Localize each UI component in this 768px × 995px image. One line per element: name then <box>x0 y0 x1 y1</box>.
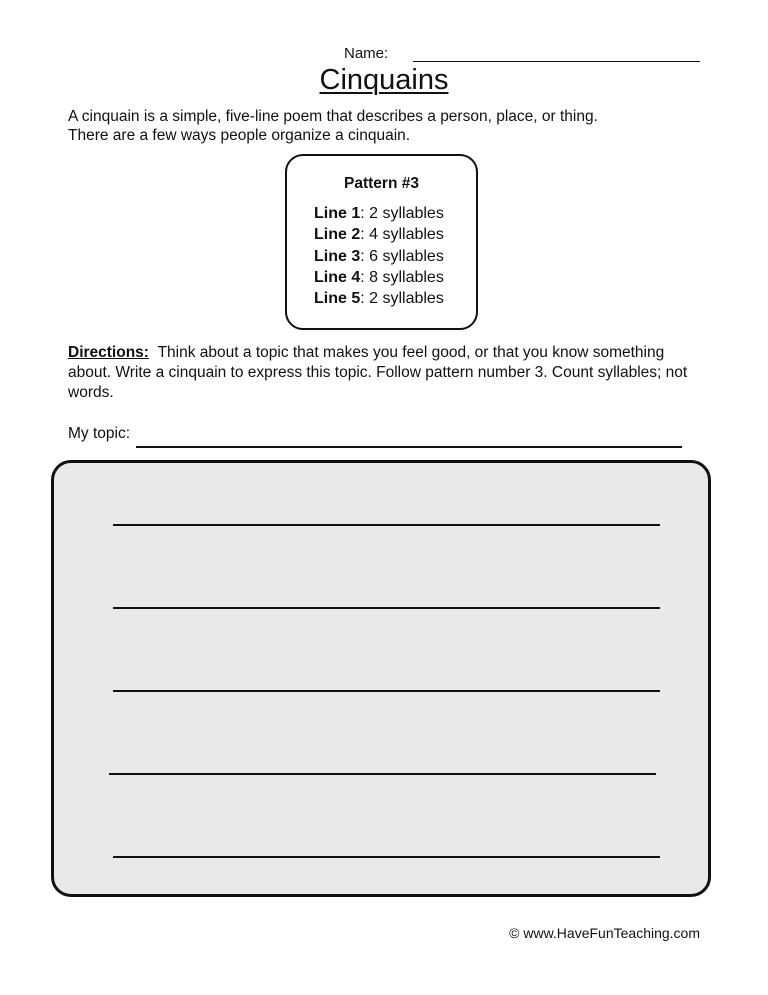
copyright-footer: © www.HaveFunTeaching.com <box>509 925 700 941</box>
poem-line-2-field[interactable] <box>113 607 660 609</box>
pattern-line-label: Line 1 <box>314 205 361 222</box>
poem-line-5-field[interactable] <box>113 856 660 858</box>
pattern-line <box>314 203 444 224</box>
directions-label: Directions: <box>68 344 149 361</box>
pattern-line-text: : 6 syllables <box>360 247 444 265</box>
intro-line-2: There are a few ways people organize a cinquain. <box>68 127 411 144</box>
poem-line-1-field[interactable] <box>113 524 660 526</box>
pattern-line-label: Line 5 <box>314 290 361 308</box>
pattern-line <box>314 288 444 309</box>
pattern-line-text: : 2 syllables <box>360 205 444 222</box>
pattern-line-label: Line 2 <box>314 226 361 244</box>
pattern-line-label: Line 4 <box>314 268 361 286</box>
directions-paragraph <box>68 343 708 403</box>
pattern-line-label: Line 3 <box>314 247 361 265</box>
intro-paragraph <box>68 107 708 145</box>
pattern-box <box>285 154 478 330</box>
directions-text: Think about a topic that makes you feel good, or that you know something about. Write a cinquain to express this topic. Follow pattern number 3. Count syllables; not words. <box>68 344 688 401</box>
pattern-line-list <box>314 203 444 309</box>
poem-answer-box <box>51 460 711 897</box>
pattern-line-text: : 2 syllables <box>360 290 444 308</box>
name-label: Name: <box>344 45 389 62</box>
poem-line-3-field[interactable] <box>113 690 660 692</box>
topic-label: My topic: <box>68 425 131 442</box>
topic-field[interactable] <box>136 446 682 448</box>
pattern-title: Pattern #3 <box>344 175 419 192</box>
pattern-line-text: : 4 syllables <box>360 226 444 244</box>
page-title: Cinquains <box>319 64 449 96</box>
intro-line-1: A cinquain is a simple, five-line poem that describes a person, place, or thing. <box>68 108 598 125</box>
pattern-line <box>314 224 444 245</box>
pattern-line <box>314 267 444 288</box>
pattern-line <box>314 246 444 267</box>
pattern-line-text: : 8 syllables <box>360 268 444 286</box>
poem-line-4-field[interactable] <box>109 773 656 775</box>
